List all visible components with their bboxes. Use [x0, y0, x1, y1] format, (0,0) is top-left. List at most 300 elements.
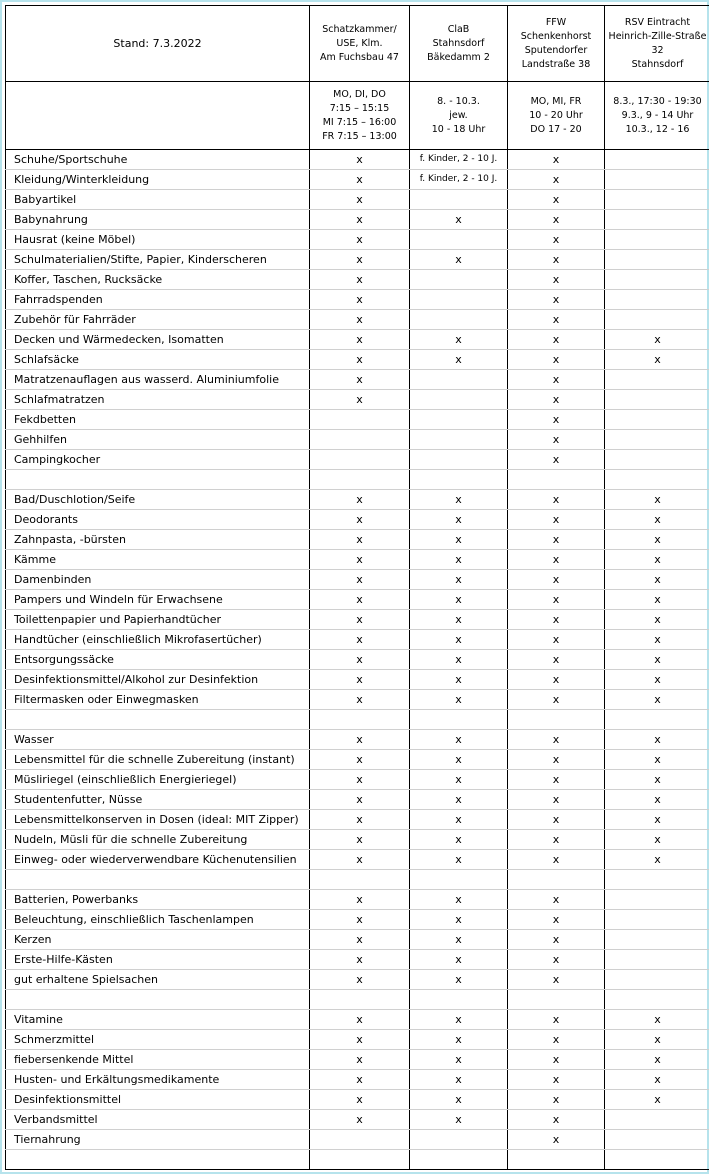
cell-clab: x [410, 810, 508, 830]
cell-schatzkammer: x [310, 250, 410, 270]
cell-clab: x [410, 1030, 508, 1050]
cell-clab [410, 370, 508, 390]
table-row [6, 830, 709, 850]
cell-schatzkammer: x [310, 970, 410, 990]
item-name: Kleidung/Winterkleidung [6, 170, 310, 190]
cell-clab: x [410, 610, 508, 630]
cell-clab: x [410, 730, 508, 750]
cell-ffw: x [508, 890, 605, 910]
cell-ffw: x [508, 390, 605, 410]
cell-clab: x [410, 670, 508, 690]
item-name: Damenbinden [6, 570, 310, 590]
cell-ffw: x [508, 850, 605, 870]
cell-schatzkammer: x [310, 570, 410, 590]
cell-ffw: x [508, 1130, 605, 1150]
cell-ffw: x [508, 530, 605, 550]
item-name: Zubehör für Fahrräder [6, 310, 310, 330]
item-name: Desinfektionsmittel [6, 1090, 310, 1110]
item-name: Batterien, Powerbanks [6, 890, 310, 910]
cell-clab: x [410, 910, 508, 930]
cell-rsv: x [605, 1010, 709, 1030]
cell-schatzkammer: x [310, 890, 410, 910]
item-name: Decken und Wärmedecken, Isomatten [6, 330, 310, 350]
cell-rsv: x [605, 770, 709, 790]
cell-schatzkammer: x [310, 670, 410, 690]
cell-rsv: x [605, 590, 709, 610]
cell-ffw: x [508, 570, 605, 590]
table-row [6, 1010, 709, 1030]
cell-rsv [605, 310, 709, 330]
table-row [6, 970, 709, 990]
table-row [6, 810, 709, 830]
item-name: Studentenfutter, Nüsse [6, 790, 310, 810]
cell-rsv: x [605, 330, 709, 350]
item-name: Beleuchtung, einschließlich Taschenlampen [6, 910, 310, 930]
table-row [6, 330, 709, 350]
cell-rsv: x [605, 630, 709, 650]
cell-clab [410, 990, 508, 1010]
cell-clab: x [410, 890, 508, 910]
table-row [6, 990, 709, 1010]
item-name: Lebensmittel für die schnelle Zubereitung (instant) [6, 750, 310, 770]
cell-ffw: x [508, 310, 605, 330]
table-row [6, 290, 709, 310]
cell-clab [410, 390, 508, 410]
cell-ffw: x [508, 970, 605, 990]
table-row [6, 850, 709, 870]
item-name: Lebensmittelkonserven in Dosen (ideal: MIT Zipper) [6, 810, 310, 830]
cell-schatzkammer: x [310, 1090, 410, 1110]
item-name: Fekdbetten [6, 410, 310, 430]
table-row [6, 590, 709, 610]
table-row [6, 350, 709, 370]
cell-rsv: x [605, 1030, 709, 1050]
cell-schatzkammer: x [310, 510, 410, 530]
header-row-hours [6, 82, 709, 150]
cell-clab: x [410, 850, 508, 870]
cell-clab: x [410, 750, 508, 770]
cell-rsv: x [605, 510, 709, 530]
cell-clab: x [410, 630, 508, 650]
cell-ffw: x [508, 150, 605, 170]
item-name: Tiernahrung [6, 1130, 310, 1150]
cell-ffw: x [508, 1010, 605, 1030]
cell-schatzkammer: x [310, 850, 410, 870]
cell-schatzkammer: x [310, 330, 410, 350]
table-row [6, 890, 709, 910]
cell-rsv [605, 870, 709, 890]
table-row [6, 170, 709, 190]
cell-ffw: x [508, 170, 605, 190]
cell-schatzkammer: x [310, 190, 410, 210]
item-name: Nudeln, Müsli für die schnelle Zubereitung [6, 830, 310, 850]
cell-clab: x [410, 510, 508, 530]
cell-rsv: x [605, 490, 709, 510]
cell-ffw: x [508, 810, 605, 830]
table-row [6, 730, 709, 750]
cell-clab: x [410, 530, 508, 550]
cell-clab: x [410, 970, 508, 990]
cell-rsv [605, 910, 709, 930]
cell-rsv: x [605, 670, 709, 690]
item-name: Verbandsmittel [6, 1110, 310, 1130]
cell-clab [410, 270, 508, 290]
item-name: Babyartikel [6, 190, 310, 210]
cell-schatzkammer: x [310, 910, 410, 930]
item-name [6, 470, 310, 490]
cell-clab [410, 710, 508, 730]
cell-schatzkammer: x [310, 530, 410, 550]
cell-ffw: x [508, 430, 605, 450]
cell-rsv: x [605, 570, 709, 590]
cell-clab: x [410, 550, 508, 570]
cell-schatzkammer: x [310, 370, 410, 390]
table-row [6, 550, 709, 570]
table-row [6, 150, 709, 170]
cell-ffw: x [508, 450, 605, 470]
table-row [6, 410, 709, 430]
header-row-locations [6, 6, 709, 82]
table-row [6, 1030, 709, 1050]
cell-clab [410, 190, 508, 210]
cell-clab [410, 410, 508, 430]
cell-ffw: x [508, 250, 605, 270]
cell-clab: x [410, 650, 508, 670]
cell-clab: x [410, 1010, 508, 1030]
cell-rsv: x [605, 350, 709, 370]
item-name: Wasser [6, 730, 310, 750]
cell-rsv: x [605, 550, 709, 570]
item-name: Schulmaterialien/Stifte, Papier, Kinderscheren [6, 250, 310, 270]
table-row [6, 1090, 709, 1110]
cell-ffw: x [508, 290, 605, 310]
cell-clab: x [410, 250, 508, 270]
table-row [6, 750, 709, 770]
cell-schatzkammer: x [310, 1070, 410, 1090]
item-name: Pampers und Windeln für Erwachsene [6, 590, 310, 610]
cell-clab: x [410, 570, 508, 590]
cell-ffw [508, 710, 605, 730]
cell-schatzkammer: x [310, 950, 410, 970]
cell-ffw: x [508, 510, 605, 530]
cell-schatzkammer: x [310, 810, 410, 830]
item-name: Gehhilfen [6, 430, 310, 450]
donation-table [5, 5, 709, 1170]
table-row [6, 510, 709, 530]
cell-rsv [605, 890, 709, 910]
cell-ffw: x [508, 670, 605, 690]
item-name [6, 1150, 310, 1170]
table-row [6, 710, 709, 730]
hours-clab: 8. - 10.3. jew. 10 - 18 Uhr [410, 82, 508, 150]
cell-clab: x [410, 1050, 508, 1070]
cell-rsv [605, 250, 709, 270]
location-header-clab: ClaB Stahnsdorf Bäkedamm 2 [410, 6, 508, 82]
cell-clab: x [410, 210, 508, 230]
cell-ffw: x [508, 330, 605, 350]
item-name: Einweg- oder wiederverwendbare Küchenutensilien [6, 850, 310, 870]
cell-schatzkammer: x [310, 650, 410, 670]
cell-rsv [605, 990, 709, 1010]
table-row [6, 790, 709, 810]
table-row [6, 570, 709, 590]
cell-rsv [605, 150, 709, 170]
stand-date: Stand: 7.3.2022 [6, 6, 310, 82]
cell-ffw: x [508, 650, 605, 670]
cell-ffw: x [508, 930, 605, 950]
cell-ffw: x [508, 410, 605, 430]
cell-clab: x [410, 690, 508, 710]
cell-rsv [605, 190, 709, 210]
table-row [6, 670, 709, 690]
cell-schatzkammer: x [310, 290, 410, 310]
cell-ffw: x [508, 210, 605, 230]
cell-clab: x [410, 330, 508, 350]
cell-schatzkammer [310, 870, 410, 890]
cell-schatzkammer: x [310, 150, 410, 170]
cell-schatzkammer: x [310, 350, 410, 370]
cell-schatzkammer: x [310, 1050, 410, 1070]
cell-rsv: x [605, 1050, 709, 1070]
cell-schatzkammer: x [310, 790, 410, 810]
cell-rsv [605, 210, 709, 230]
cell-rsv: x [605, 730, 709, 750]
hours-schatzkammer: MO, DI, DO 7:15 – 15:15 MI 7:15 – 16:00 FR 7:15 – 13:00 [310, 82, 410, 150]
table-row [6, 630, 709, 650]
item-name: Husten- und Erkältungsmedikamente [6, 1070, 310, 1090]
cell-ffw: x [508, 1110, 605, 1130]
cell-clab: x [410, 950, 508, 970]
table-row [6, 470, 709, 490]
cell-rsv: x [605, 850, 709, 870]
hours-label-empty [6, 82, 310, 150]
table-row [6, 1150, 709, 1170]
cell-rsv: x [605, 750, 709, 770]
cell-ffw [508, 470, 605, 490]
item-name: Müsliriegel (einschließlich Energieriegel) [6, 770, 310, 790]
location-header-rsv: RSV Eintracht Heinrich-Zille-Straße 32 Stahnsdorf [605, 6, 709, 82]
cell-schatzkammer [310, 1130, 410, 1150]
cell-rsv [605, 930, 709, 950]
cell-schatzkammer: x [310, 730, 410, 750]
item-name: Campingkocher [6, 450, 310, 470]
item-name: Deodorants [6, 510, 310, 530]
item-name: Bad/Duschlotion/Seife [6, 490, 310, 510]
cell-ffw: x [508, 550, 605, 570]
cell-ffw [508, 990, 605, 1010]
cell-clab [410, 870, 508, 890]
cell-clab [410, 1130, 508, 1150]
cell-schatzkammer: x [310, 1010, 410, 1030]
cell-clab [410, 230, 508, 250]
cell-clab: x [410, 1110, 508, 1130]
cell-rsv [605, 970, 709, 990]
cell-ffw: x [508, 1070, 605, 1090]
table-row [6, 430, 709, 450]
item-name: Koffer, Taschen, Rucksäcke [6, 270, 310, 290]
cell-schatzkammer: x [310, 630, 410, 650]
cell-rsv: x [605, 650, 709, 670]
table-row [6, 310, 709, 330]
cell-schatzkammer: x [310, 210, 410, 230]
item-name: Kerzen [6, 930, 310, 950]
cell-ffw: x [508, 750, 605, 770]
cell-ffw [508, 1150, 605, 1170]
cell-ffw: x [508, 690, 605, 710]
cell-clab: x [410, 1090, 508, 1110]
table-row [6, 390, 709, 410]
cell-rsv [605, 230, 709, 250]
cell-clab: x [410, 1070, 508, 1090]
item-name: Babynahrung [6, 210, 310, 230]
table-row [6, 950, 709, 970]
table-row [6, 610, 709, 630]
cell-schatzkammer: x [310, 490, 410, 510]
cell-rsv [605, 270, 709, 290]
location-header-ffw: FFW Schenkenhorst Sputendorfer Landstraße 38 [508, 6, 605, 82]
table-row [6, 770, 709, 790]
cell-schatzkammer: x [310, 930, 410, 950]
cell-schatzkammer [310, 410, 410, 430]
cell-ffw: x [508, 350, 605, 370]
cell-schatzkammer: x [310, 750, 410, 770]
cell-clab: x [410, 830, 508, 850]
table-row [6, 190, 709, 210]
cell-clab: x [410, 350, 508, 370]
item-name: Vitamine [6, 1010, 310, 1030]
cell-clab: x [410, 490, 508, 510]
item-name: Matratzenauflagen aus wasserd. Aluminiumfolie [6, 370, 310, 390]
table-row [6, 650, 709, 670]
cell-schatzkammer [310, 450, 410, 470]
cell-rsv [605, 430, 709, 450]
table-row [6, 270, 709, 290]
cell-rsv: x [605, 830, 709, 850]
cell-schatzkammer: x [310, 770, 410, 790]
table-row [6, 530, 709, 550]
cell-schatzkammer: x [310, 690, 410, 710]
hours-rsv: 8.3., 17:30 - 19:30 9.3., 9 - 14 Uhr 10.3., 12 - 16 [605, 82, 709, 150]
cell-rsv [605, 170, 709, 190]
cell-schatzkammer [310, 470, 410, 490]
cell-clab: f. Kinder, 2 - 10 J. [410, 170, 508, 190]
item-name: Handtücher (einschließlich Mikrofasertücher) [6, 630, 310, 650]
cell-clab [410, 290, 508, 310]
cell-ffw: x [508, 1090, 605, 1110]
cell-rsv [605, 370, 709, 390]
cell-ffw: x [508, 610, 605, 630]
cell-rsv [605, 1150, 709, 1170]
table-row [6, 1050, 709, 1070]
cell-schatzkammer: x [310, 610, 410, 630]
cell-ffw: x [508, 770, 605, 790]
item-name: Hausrat (keine Möbel) [6, 230, 310, 250]
table-row [6, 450, 709, 470]
cell-clab: x [410, 590, 508, 610]
cell-schatzkammer [310, 1150, 410, 1170]
cell-schatzkammer: x [310, 310, 410, 330]
cell-ffw: x [508, 590, 605, 610]
cell-ffw: x [508, 790, 605, 810]
cell-ffw: x [508, 1030, 605, 1050]
cell-rsv [605, 950, 709, 970]
cell-rsv: x [605, 610, 709, 630]
item-name: Erste-Hilfe-Kästen [6, 950, 310, 970]
item-name: Fahrradspenden [6, 290, 310, 310]
item-name: Desinfektionsmittel/Alkohol zur Desinfektion [6, 670, 310, 690]
cell-schatzkammer: x [310, 830, 410, 850]
cell-rsv [605, 1110, 709, 1130]
item-name: Schuhe/Sportschuhe [6, 150, 310, 170]
cell-schatzkammer: x [310, 550, 410, 570]
item-name [6, 990, 310, 1010]
table-row [6, 930, 709, 950]
cell-schatzkammer [310, 990, 410, 1010]
cell-schatzkammer [310, 710, 410, 730]
cell-schatzkammer: x [310, 170, 410, 190]
cell-ffw [508, 870, 605, 890]
cell-schatzkammer [310, 430, 410, 450]
cell-rsv: x [605, 810, 709, 830]
cell-rsv: x [605, 1090, 709, 1110]
table-row [6, 690, 709, 710]
table-row [6, 230, 709, 250]
cell-rsv: x [605, 690, 709, 710]
table-row [6, 1130, 709, 1150]
cell-rsv [605, 390, 709, 410]
cell-ffw: x [508, 950, 605, 970]
cell-rsv [605, 1130, 709, 1150]
cell-schatzkammer: x [310, 590, 410, 610]
cell-clab [410, 470, 508, 490]
cell-schatzkammer: x [310, 1030, 410, 1050]
cell-ffw: x [508, 490, 605, 510]
item-name: fiebersenkende Mittel [6, 1050, 310, 1070]
cell-rsv [605, 710, 709, 730]
cell-clab [410, 450, 508, 470]
item-name: Filtermasken oder Einwegmasken [6, 690, 310, 710]
table-row [6, 370, 709, 390]
item-name: Entsorgungssäcke [6, 650, 310, 670]
item-name [6, 870, 310, 890]
cell-ffw: x [508, 370, 605, 390]
cell-clab: x [410, 790, 508, 810]
item-name: Schlafsäcke [6, 350, 310, 370]
table-row [6, 910, 709, 930]
item-name: Kämme [6, 550, 310, 570]
cell-rsv: x [605, 530, 709, 550]
item-name [6, 710, 310, 730]
table-row [6, 490, 709, 510]
table-row [6, 1070, 709, 1090]
cell-schatzkammer: x [310, 1110, 410, 1130]
table-row [6, 210, 709, 230]
cell-ffw: x [508, 230, 605, 250]
cell-ffw: x [508, 270, 605, 290]
table-row [6, 870, 709, 890]
cell-rsv: x [605, 790, 709, 810]
hours-ffw: MO, MI, FR 10 - 20 Uhr DO 17 - 20 [508, 82, 605, 150]
cell-ffw: x [508, 910, 605, 930]
table-row [6, 1110, 709, 1130]
cell-rsv [605, 470, 709, 490]
item-name: gut erhaltene Spielsachen [6, 970, 310, 990]
cell-clab [410, 1150, 508, 1170]
cell-ffw: x [508, 190, 605, 210]
cell-rsv [605, 450, 709, 470]
cell-clab [410, 310, 508, 330]
cell-rsv [605, 290, 709, 310]
